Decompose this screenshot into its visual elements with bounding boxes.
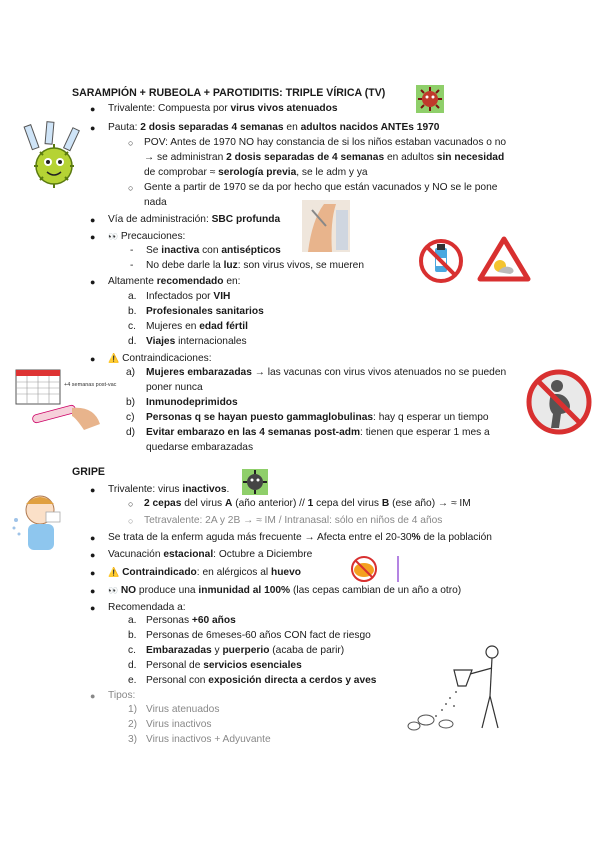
warning-icon: ⚠️	[108, 353, 120, 363]
farmer-birds-sketch	[406, 640, 512, 732]
marker-a: a)	[126, 367, 136, 378]
list-marker: c.	[128, 645, 136, 656]
bullet: ●	[90, 123, 96, 133]
contraindicaciones-label: ⚠️ Contraindicaciones:	[108, 353, 212, 364]
list-marker: d.	[128, 336, 137, 347]
marker-d: d)	[126, 427, 136, 438]
list-item: Virus inactivos	[146, 719, 212, 730]
bullet: ●	[90, 603, 96, 613]
list-marker: a.	[128, 291, 137, 302]
eyes-icon: 👀	[108, 586, 118, 595]
bullet: ●	[90, 691, 96, 701]
via-administracion-text: Vía de administración: SBC profunda	[108, 214, 281, 225]
list-item: Personas de 6meses-60 años CON fact de riesgo	[146, 630, 371, 641]
bullet: ●	[90, 550, 96, 560]
contraindicado-huevo-text: ⚠️ Contraindicado: en alérgicos al huevo	[108, 567, 301, 578]
dash: -	[130, 260, 134, 271]
contra-embarazadas-1: Mujeres embarazadas → las vacunas con virus vivos atenuados no se pueden	[146, 367, 507, 378]
warning-icon: ⚠️	[108, 567, 120, 577]
light-warning-icon	[478, 236, 530, 282]
bullet: ●	[90, 568, 96, 578]
dash: -	[130, 245, 134, 256]
list-marker: b.	[128, 306, 137, 317]
precaucion-luz: No debe darle la luz: son virus vivos, se mueren	[146, 260, 365, 271]
bullet: ●	[90, 586, 96, 596]
contra-gammaglobulinas: Personas q se hayan puesto gammaglobulinas: hay q esperar un tiempo	[146, 412, 489, 423]
bullet: ●	[90, 533, 96, 543]
list-item: Personal de servicios esenciales	[146, 660, 302, 671]
no-egg-icon	[344, 554, 402, 584]
tipos-label: Tipos:	[108, 690, 136, 701]
precaucion-antisepticos: Se inactiva con antisépticos	[146, 245, 281, 256]
sub-bullet: ○	[128, 138, 134, 148]
list-marker: b.	[128, 630, 137, 641]
bullet: ●	[90, 232, 96, 242]
marker-c: c)	[126, 412, 135, 423]
list-item: Personas +60 años	[146, 615, 236, 626]
bullet: ●	[90, 277, 96, 287]
contra-inmunodeprimidos: Inmunodeprimidos	[146, 397, 238, 408]
gente-text-2: nada	[144, 197, 167, 208]
pov-text-1: POV: Antes de 1970 NO hay constancia de si los niños estaban vacunados o no	[144, 137, 507, 148]
sub-bullet: ○	[128, 499, 134, 509]
sub-bullet: ○	[128, 183, 134, 193]
sub-bullet: ○	[128, 516, 134, 526]
calendar-pregnancy-test-image	[14, 364, 117, 436]
bullet: ●	[90, 104, 96, 114]
list-item: Personal con exposición directa a cerdos y aves	[146, 675, 377, 686]
marker-b: b)	[126, 397, 136, 408]
calendar-text: +4 semanas post-vac	[64, 382, 117, 388]
bullet: ●	[90, 354, 96, 364]
gripe-trivalente-text: Trivalente: virus inactivos.	[108, 484, 230, 495]
pov-text-2: → se administran 2 dosis separadas de 4 semanas en adultos sin necesidad	[144, 152, 505, 163]
list-marker: 3)	[128, 734, 138, 745]
section-title-gripe: GRIPE	[72, 466, 105, 478]
list-marker: c.	[128, 321, 136, 332]
list-item: Virus inactivos + Adyuvante	[146, 734, 271, 745]
virus-icon	[416, 85, 444, 113]
list-item: Viajes internacionales	[146, 336, 247, 347]
cepas-text: 2 cepas del virus A (año anterior) // 1 cepa del virus B (ese año) → ≈ IM	[144, 498, 471, 509]
virus-icon	[242, 469, 268, 495]
precauciones-label: 👀 Precauciones:	[108, 231, 186, 242]
section-title-triple-virica: SARAMPIÓN + RUBEOLA + PAROTIDITIS: TRIPLE VÍRICA (TV)	[72, 87, 386, 99]
list-marker: 1)	[128, 704, 138, 715]
recomendada-label: Recomendada a:	[108, 602, 186, 613]
list-item: Virus atenuados	[146, 704, 220, 715]
contra-evitar-embarazo-1: Evitar embarazo en las 4 semanas post-adm: tienen que esperar 1 mes a	[146, 427, 490, 438]
bullet: ●	[90, 215, 96, 225]
list-marker: e.	[128, 675, 137, 686]
arm-injection-image	[302, 200, 350, 252]
no-antiseptic-icon	[418, 238, 464, 284]
eyes-icon: 👀	[108, 232, 118, 241]
trivalente-tv-text: Trivalente: Compuesta por virus vivos atenuados	[108, 103, 338, 114]
contra-embarazadas-2: poner nunca	[146, 382, 203, 393]
bullet: ●	[90, 485, 96, 495]
gente-text-1: Gente a partir de 1970 se da por hecho que están vacunados y NO se le pone	[144, 182, 498, 193]
virus-syringe-illustration	[20, 120, 90, 195]
list-item: Profesionales sanitarios	[146, 306, 264, 317]
list-item: Mujeres en edad fértil	[146, 321, 248, 332]
tetravalente-text: Tetravalente: 2A y 2B → ≈ IM / Intranasal: sólo en niños de 4 años	[144, 515, 443, 526]
pov-text-3: de comprobar ≈ serología previa, se le adm y ya	[144, 167, 368, 178]
pauta-text: Pauta: 2 dosis separadas 4 semanas en adultos nacidos ANTEs 1970	[108, 122, 440, 133]
list-item: Embarazadas y puerperio (acaba de parir)	[146, 645, 345, 656]
list-marker: d.	[128, 660, 137, 671]
list-marker: 2)	[128, 719, 138, 730]
recomendado-label: Altamente recomendado en:	[108, 276, 241, 287]
no-pregnancy-icon	[525, 368, 593, 436]
list-item: Infectados por VIH	[146, 291, 231, 302]
enferm-aguda-text: Se trata de la enferm aguda más frecuente → Afecta entre el 20-30% de la población	[108, 532, 492, 543]
list-marker: a.	[128, 615, 137, 626]
inmunidad-text: 👀 NO produce una inmunidad al 100% (las cepas cambian de un año a otro)	[108, 585, 462, 596]
vacunacion-estacional-text: Vacunación estacional: Octubre a Diciembre	[108, 549, 313, 560]
contra-evitar-embarazo-2: quedarse embarazadas	[146, 442, 254, 453]
sick-child-illustration	[10, 490, 72, 556]
